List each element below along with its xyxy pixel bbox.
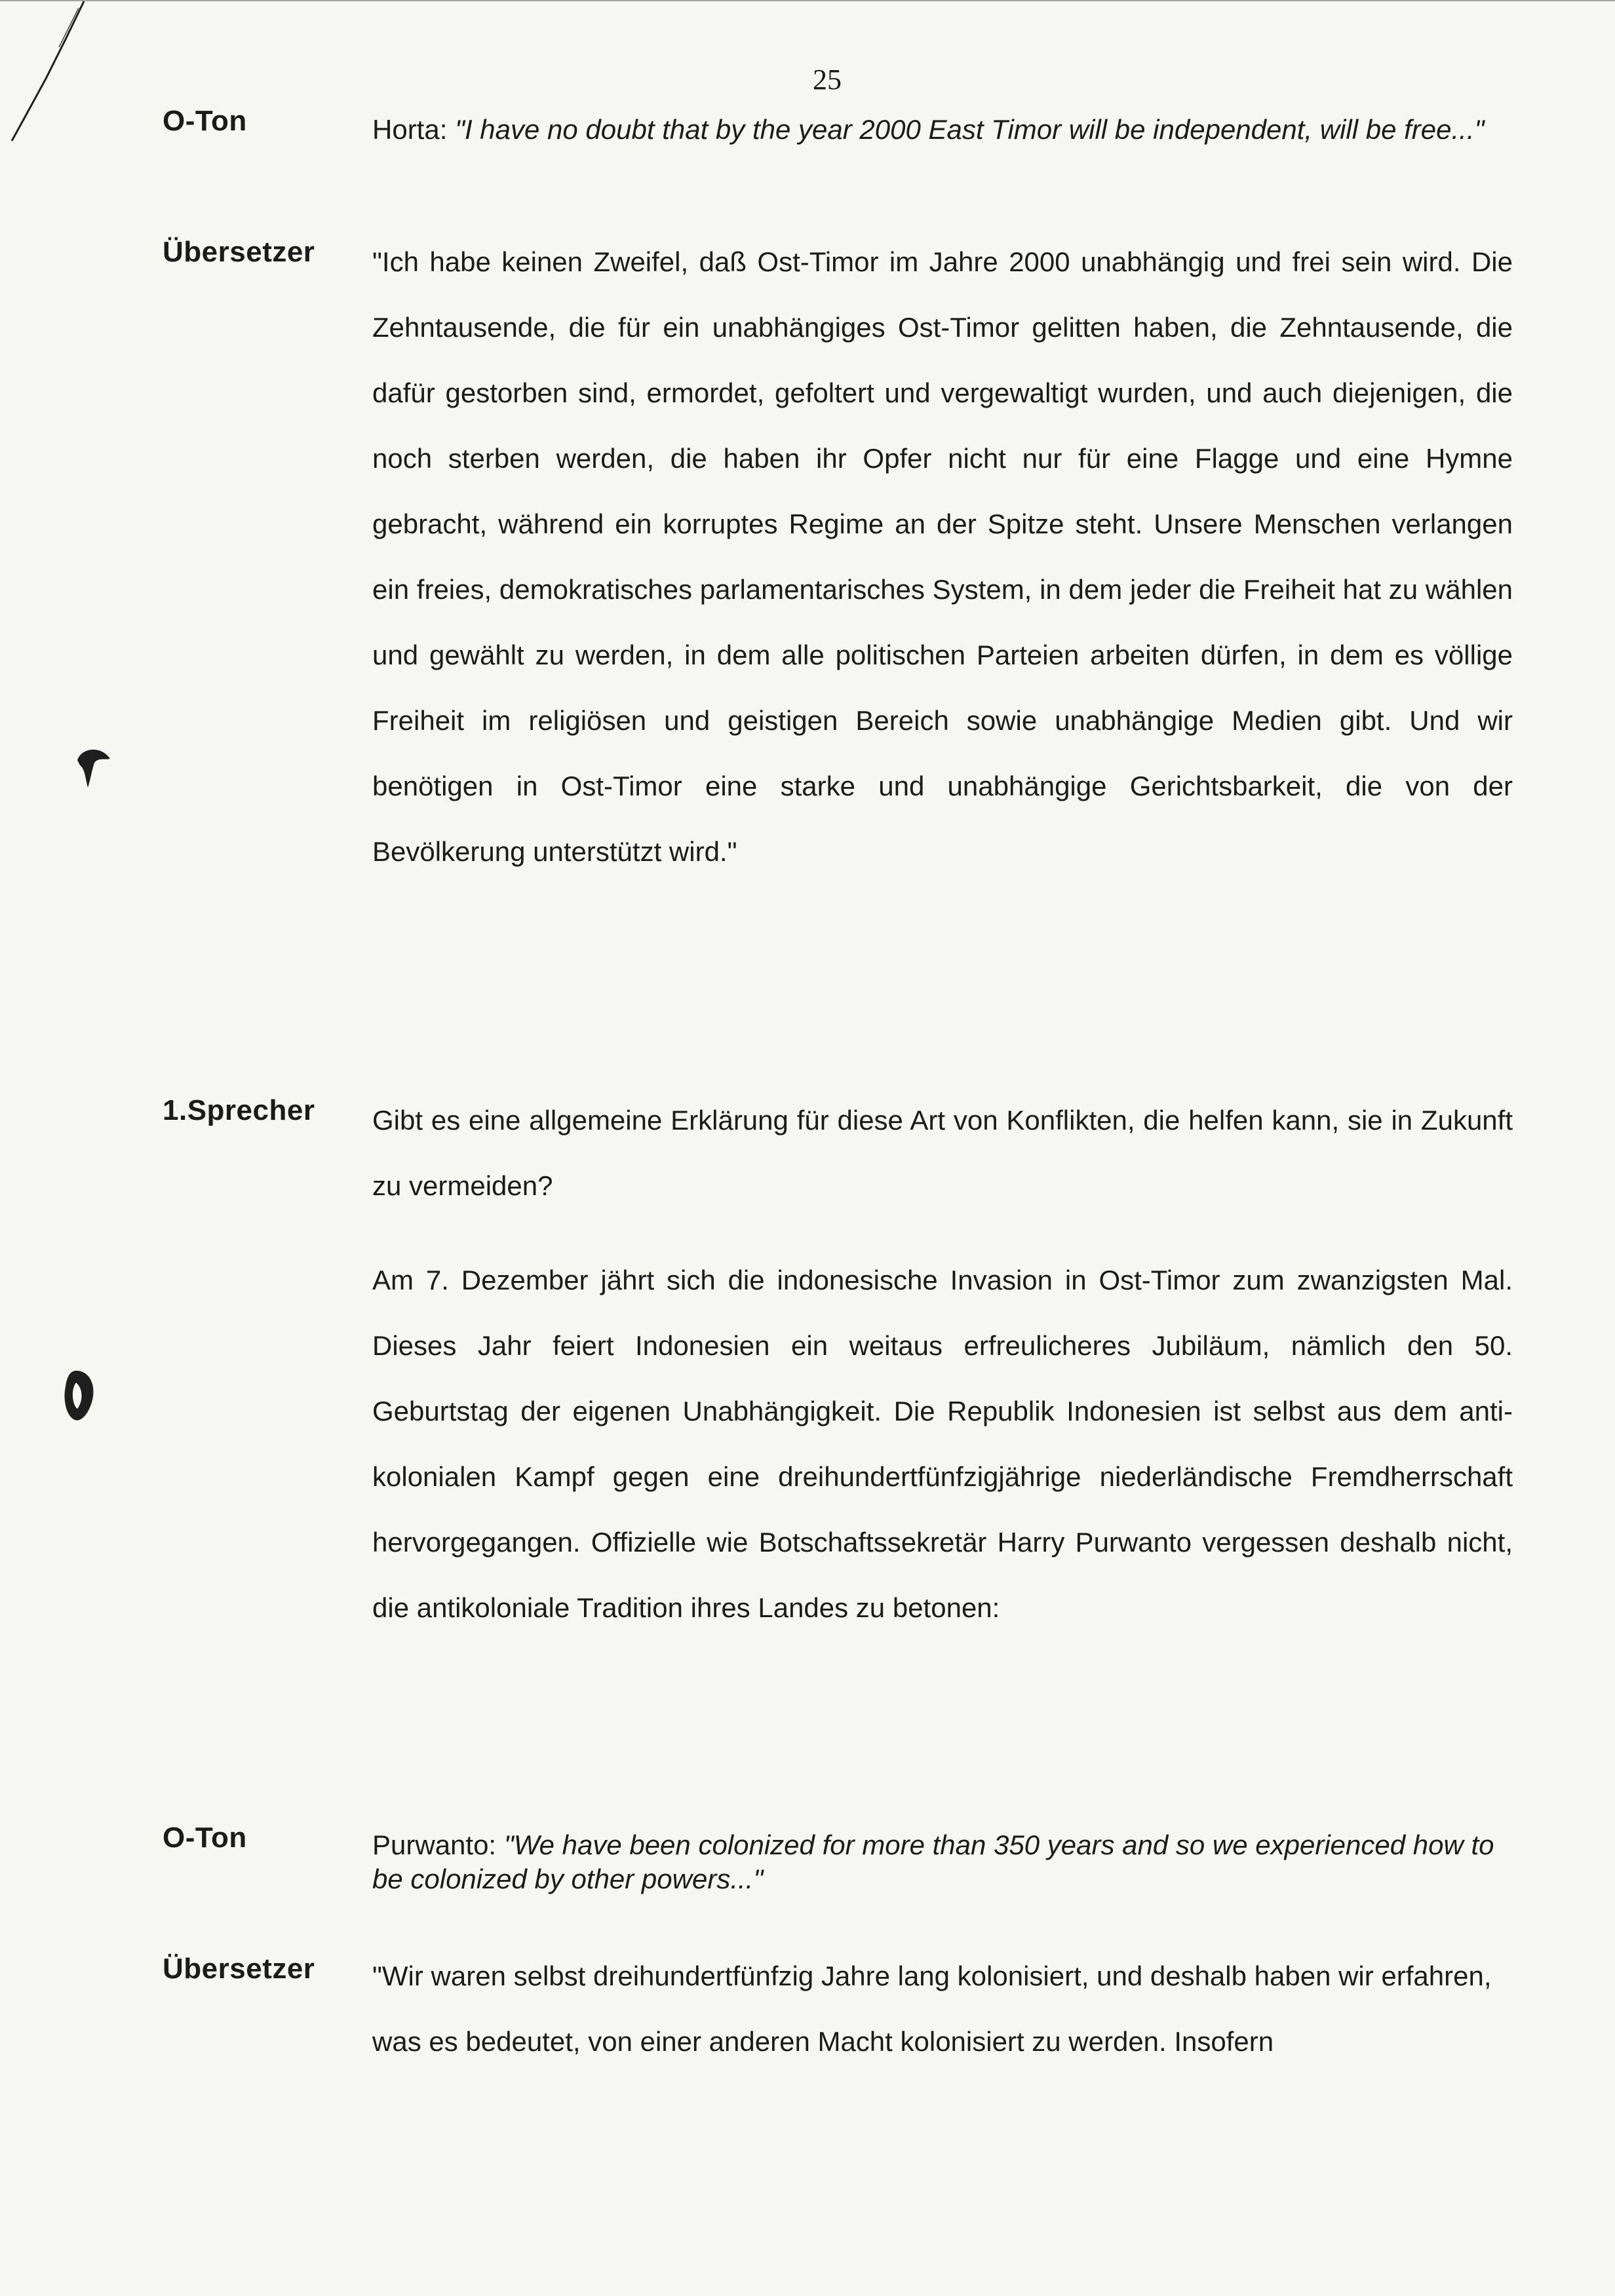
speaker-label-oton: O-Ton — [163, 1822, 247, 1854]
oton-quote-text: "I have no doubt that by the year 2000 East Timor will be independent, will be free..." — [455, 114, 1485, 145]
scan-edge-line — [0, 0, 1615, 1]
speaker-label-sprecher: 1.Sprecher — [163, 1094, 315, 1126]
ink-blot-mark — [51, 1363, 104, 1435]
speaker-label-uebersetzer: Übersetzer — [163, 236, 315, 268]
oton-quote-purwanto — [372, 1828, 1513, 1896]
sprecher-paragraph: Am 7. Dezember jährt sich die indonesische Invasion in Ost-Timor zum zwanzigsten Mal. Dieses Jahr feiert Indonesien ein weitaus erfreulicheres Jubiläum, nämlich den 50. Geburtstag der eigenen Unabhängigkeit. Die Republik Indonesien ist selbst aus dem anti-kolonialen Kampf gegen eine dreihundertfünfzigjährige niederländische Fremdherrschaft hervorgegangen. Offizielle wie Botschaftssekretär Harry Purwanto vergessen deshalb nicht, die antikoloniale Tradition ihres Landes zu betonen: — [372, 1265, 1513, 1623]
speaker-label-oton: O-Ton — [163, 105, 247, 137]
translation-paragraph: "Ich habe keinen Zweifel, daß Ost-Timor im Jahre 2000 unabhängig und frei sein wird. Die Zehntausende, die für ein unabhängiges Ost-Timor gelitten haben, die Zehntausende, die dafür gestorben sind, ermordet, gefoltert und vergewaltigt wurden, und auch diejenigen, die noch sterben werden, die haben ihr Opfer nicht nur für eine Flagge und eine Hymne gebracht, während ein korruptes Regime an der Spitze steht. Unsere Menschen verlangen ein freies, demokratisches parlamentarisches System, in dem jeder die Freiheit hat zu wählen und gewählt zu werden, in dem alle politischen Parteien arbeiten dürfen, in dem es völlige Freiheit im religiösen und geistigen Bereich sowie unabhängige Medien gibt. Und wir benötigen in Ost-Timor eine starke und unabhängige Gerichtsbarkeit, die von der Bevölkerung unterstützt wird." — [372, 246, 1513, 867]
sprecher-question: Gibt es eine allgemeine Erklärung für diese Art von Konflikten, die helfen kann, sie in Zukunft zu vermeiden? — [372, 1105, 1513, 1201]
oton-speaker-name: Horta: — [372, 114, 448, 145]
oton-quote-text: "We have been colonized for more than 350 years and so we experienced how to be colonized by other powers..." — [372, 1829, 1494, 1894]
speaker-label-uebersetzer: Übersetzer — [163, 1953, 315, 1985]
translation-paragraph: "Wir waren selbst dreihundertfünfzig Jahre lang kolonisiert, und deshalb haben wir erfahren, was es bedeutet, von einer anderen Macht kolonisiert zu werden. Insofern — [372, 1961, 1492, 2057]
page-number: 25 — [813, 64, 842, 96]
ink-blot-mark — [66, 740, 118, 793]
oton-quote-horta — [372, 113, 1513, 147]
pen-stroke-mark — [0, 0, 92, 151]
oton-speaker-name: Purwanto: — [372, 1829, 497, 1860]
